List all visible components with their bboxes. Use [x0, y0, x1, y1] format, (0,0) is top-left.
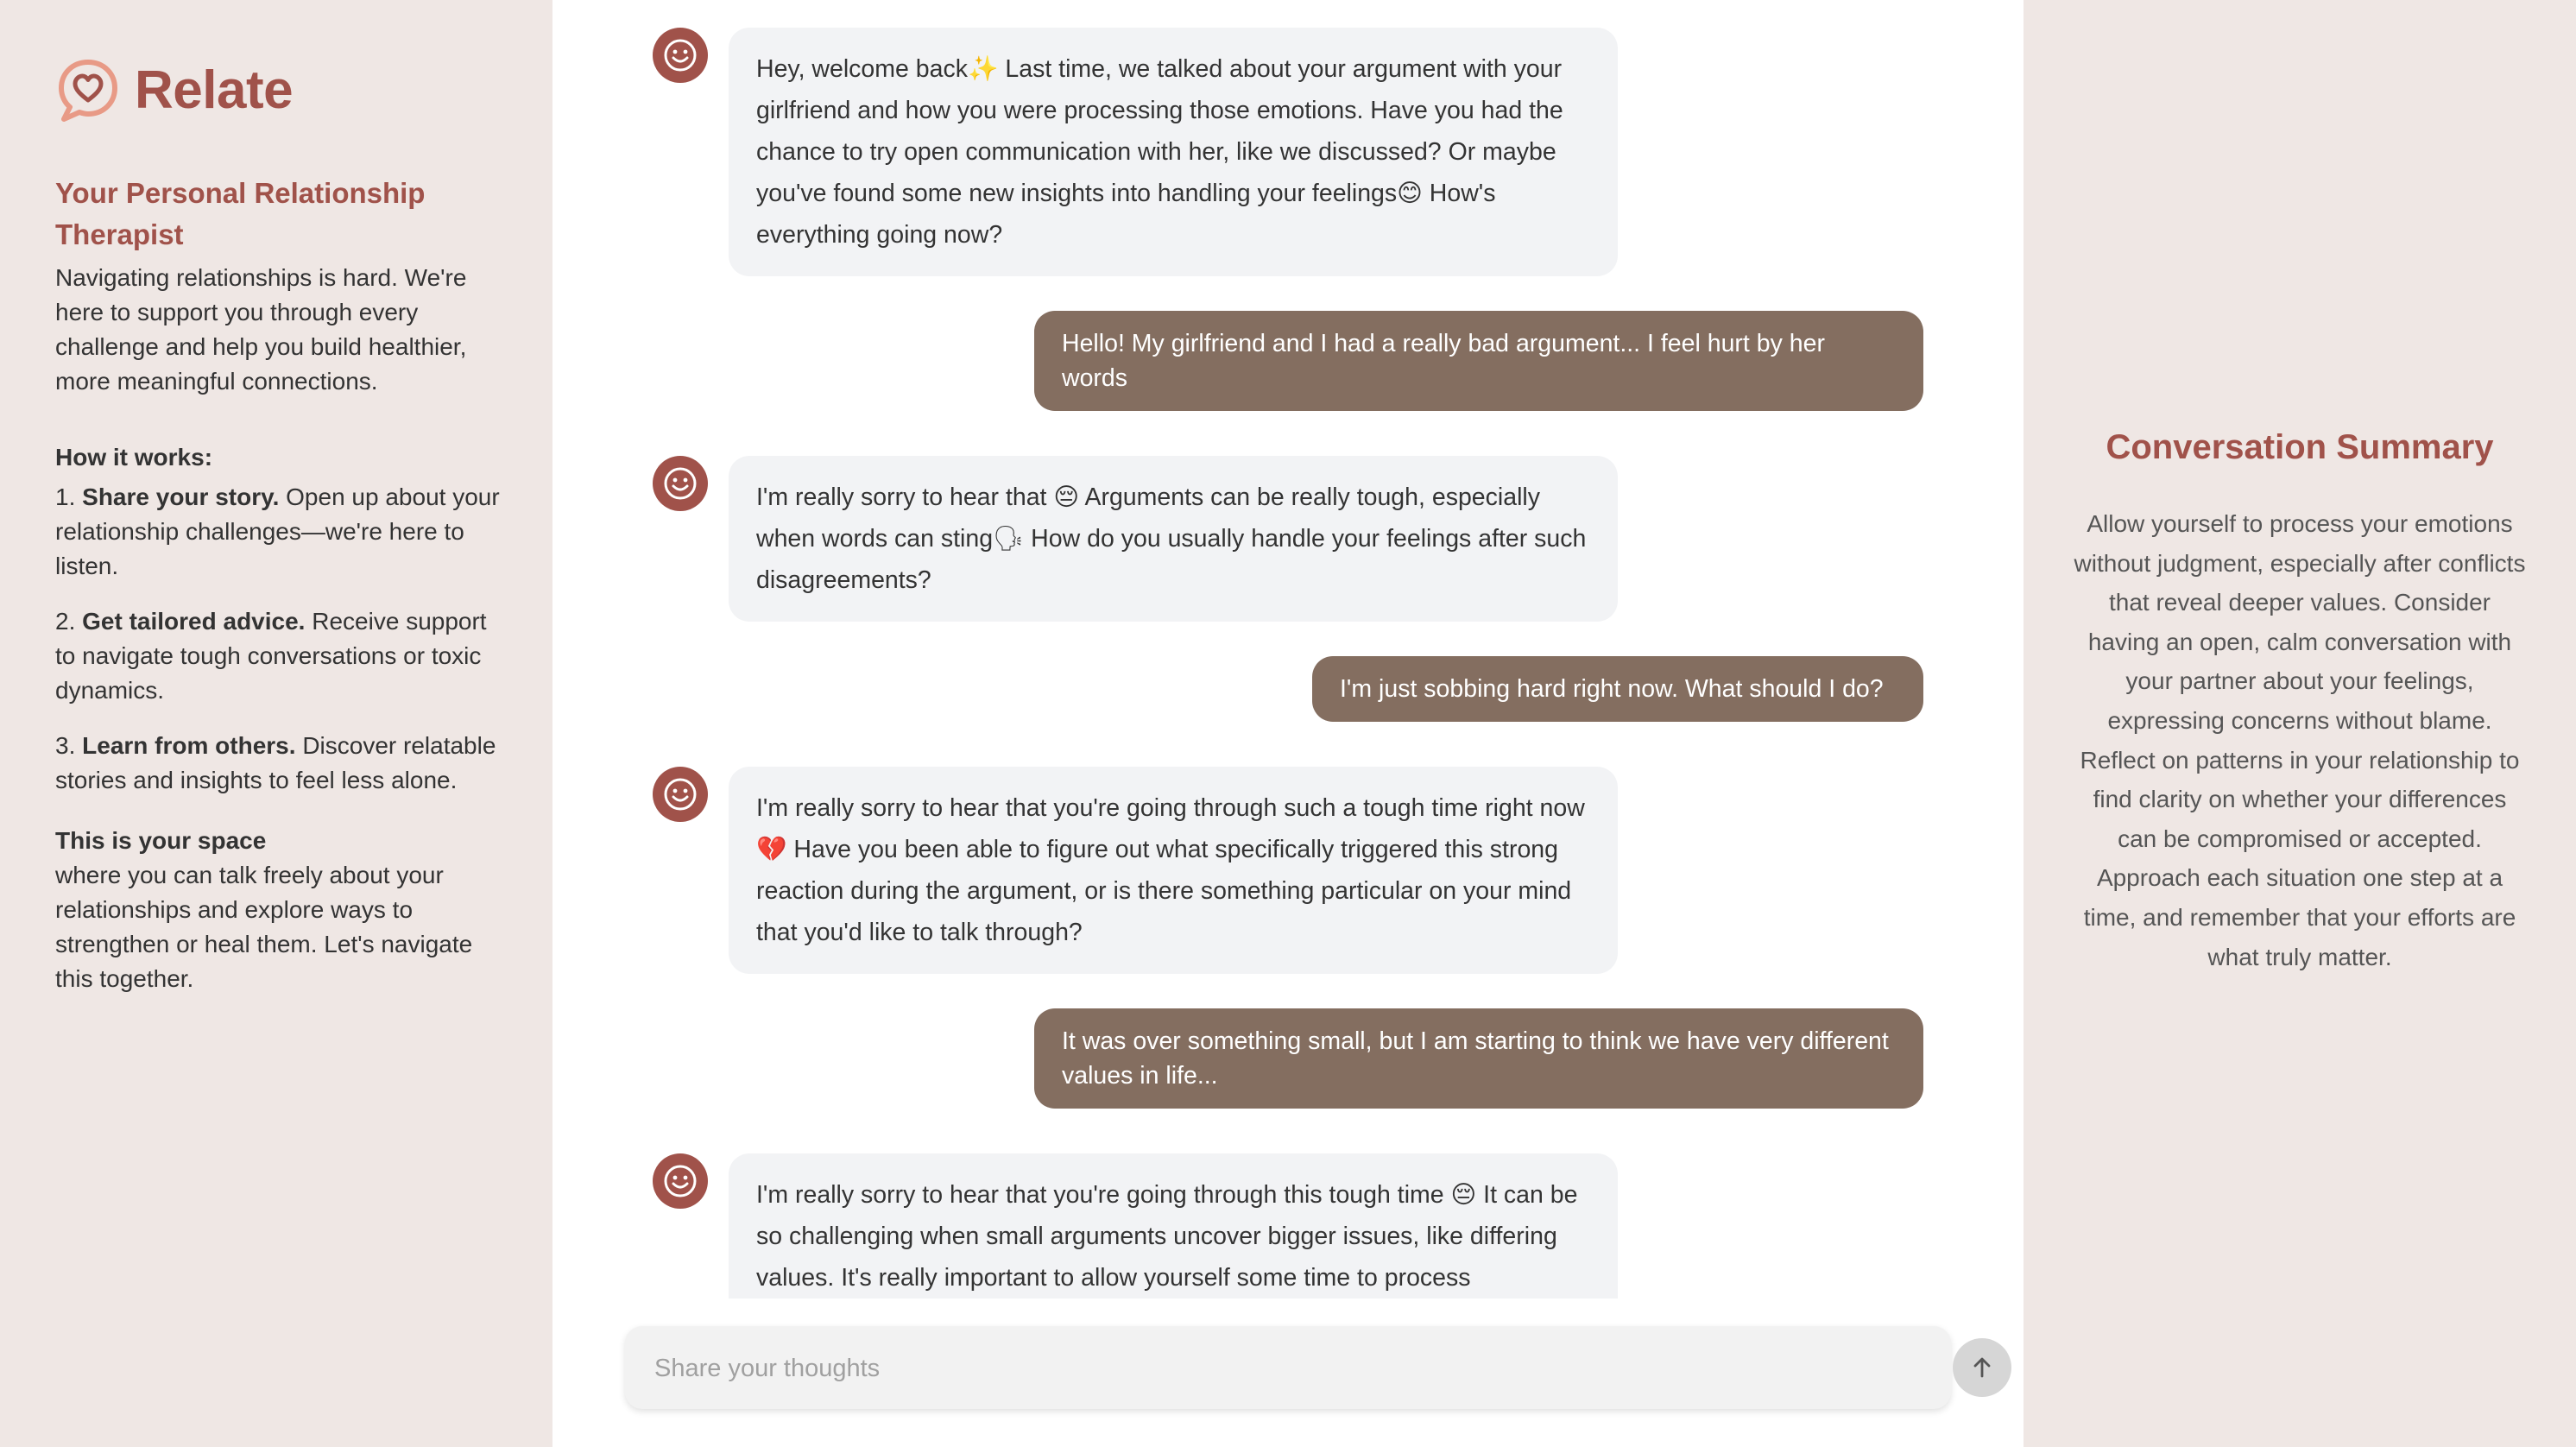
brand[interactable]	[55, 57, 293, 123]
space-text: where you can talk freely about your relationships and explore ways to strengthen or heal them. Let's navigate this together.	[55, 862, 473, 992]
smiley-face-icon	[662, 465, 698, 502]
summary-panel	[2024, 0, 2576, 1447]
bot-message-bubble: I'm really sorry to hear that you're going through this tough time 😔 It can be so challenging when small arguments uncover bigger issues, like differing values. It's really important to allow yourself some time to process	[729, 1153, 1618, 1299]
step-number: 3.	[55, 732, 76, 759]
user-message-bubble: I'm just sobbing hard right now. What should I do?	[1312, 656, 1923, 722]
how-it-works-title: How it works:	[55, 444, 213, 471]
smiley-face-icon	[662, 776, 698, 812]
bot-message-bubble: I'm really sorry to hear that 😔 Arguments can be really tough, especially when words can sting🗣 How do you usually handle your feelings after such disagreements?	[729, 456, 1618, 622]
user-message-bubble: It was over something small, but I am starting to think we have very different values in life...	[1034, 1008, 1923, 1109]
bot-avatar	[653, 767, 708, 822]
left-sidebar	[0, 0, 552, 1447]
user-message-bubble: Hello! My girlfriend and I had a really bad argument... I feel hurt by her words	[1034, 311, 1923, 411]
step-number: 2.	[55, 608, 76, 635]
chat-area	[552, 0, 2024, 1447]
bot-message-bubble: Hey, welcome back✨ Last time, we talked about your argument with your girlfriend and how you were processing those emotions. Have you had the chance to try open communication with her, like we discussed? Or maybe you've found some new insights into handling your feelings😊 How's everything going now?	[729, 28, 1618, 276]
brand-name: Relate	[135, 60, 294, 120]
summary-title: Conversation Summary	[2106, 428, 2494, 466]
space-title: This is your space	[55, 827, 267, 854]
heart-speech-bubble-icon	[55, 57, 121, 123]
step-text: Receive support to navigate tough conversations or toxic dynamics.	[55, 608, 487, 704]
step-title: Learn from others.	[82, 732, 296, 759]
summary-text: Allow yourself to process your emotions without judgment, especially after conflicts that reveal deeper values. Consider having an open, calm conversation with your partner about your feelings, expressing concerns without blame. Reflect on patterns in your relationship to find clarity on whether your differences can be compromised or accepted. Approach each situation one step at a time, and remember that your efforts are what truly matter.	[2074, 510, 2526, 970]
step-title: Get tailored advice.	[82, 608, 306, 635]
arrow-up-icon	[1969, 1355, 1995, 1381]
step-number: 1.	[55, 483, 76, 510]
step-item	[55, 604, 504, 708]
smiley-face-icon	[662, 37, 698, 73]
bot-avatar	[653, 1153, 708, 1209]
bot-message-bubble: I'm really sorry to hear that you're going through such a tough time right now💔 Have you been able to figure out what specifically triggered this strong reaction during the argument, or is there something particular on your mind that you'd like to talk through?	[729, 767, 1618, 974]
step-text: Open up about your relationship challenges—we're here to listen.	[55, 483, 500, 579]
sidebar-content	[55, 173, 504, 996]
send-button[interactable]	[1953, 1338, 2011, 1397]
message-input[interactable]	[653, 1347, 1847, 1390]
step-text: Discover relatable stories and insights to feel less alone.	[55, 732, 496, 793]
smiley-face-icon	[662, 1163, 698, 1199]
message-list[interactable]	[552, 0, 2024, 1299]
step-title: Share your story.	[82, 483, 280, 510]
bot-avatar	[653, 28, 708, 83]
intro-text: Navigating relationships is hard. We're here to support you through every challenge and help you build healthier, more meaningful connections.	[55, 264, 467, 395]
message-composer	[625, 1326, 1951, 1409]
bot-avatar	[653, 456, 708, 511]
step-item	[55, 729, 504, 798]
step-item	[55, 480, 504, 584]
tagline: Your Personal Relationship Therapist	[55, 177, 426, 250]
